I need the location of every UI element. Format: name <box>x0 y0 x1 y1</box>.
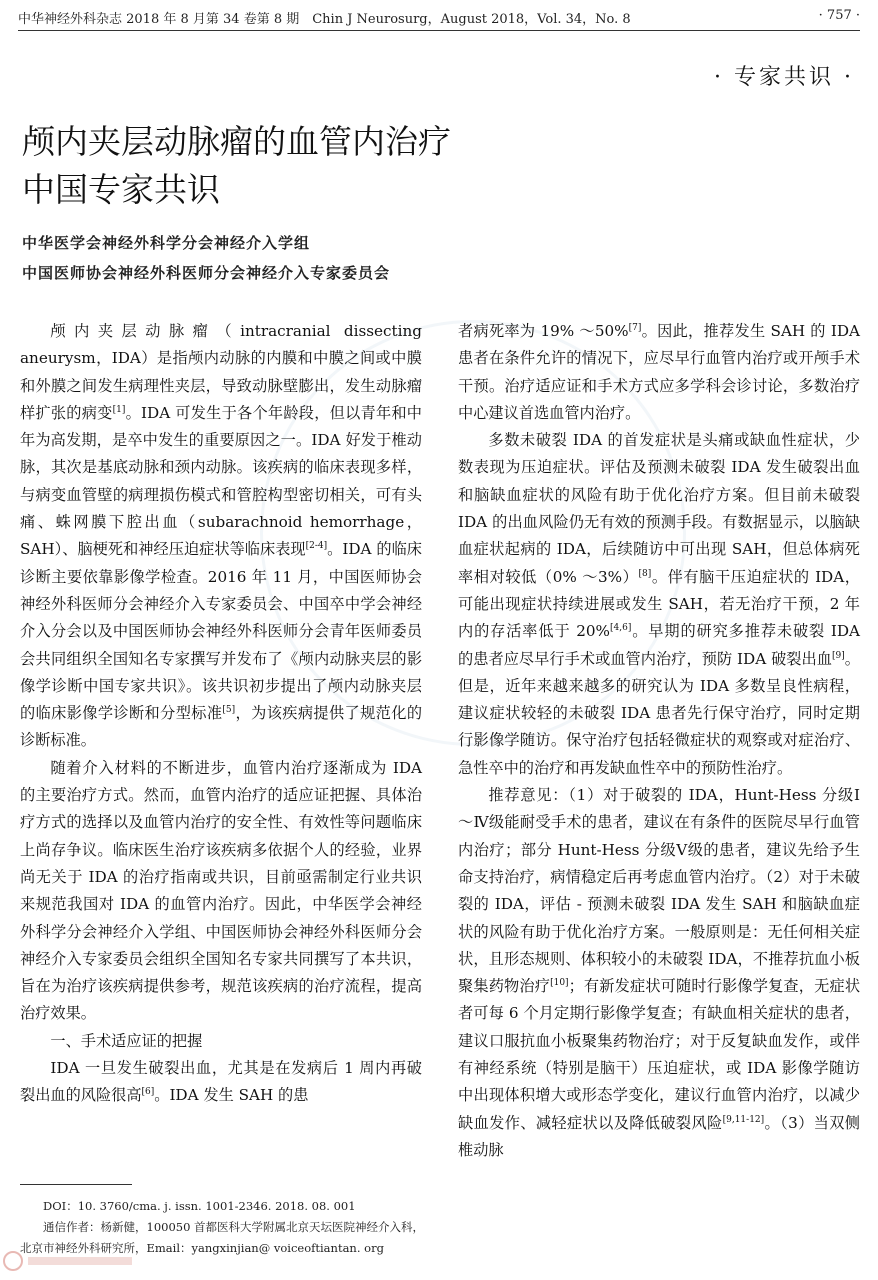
article-title <box>22 118 582 214</box>
citation-ref: [1] <box>112 404 126 415</box>
paragraph-continued: 者病死率为 19% ～50%[7]。因此，推荐发生 SAH 的 IDA 患者在条件允许的情况下，应尽早行血管内治疗或开颅手术干预。治疗适应证和手术方式应多学科会诊讨论，多数治疗中心建议首选血管内治疗。 <box>458 322 860 422</box>
citation-ref: [10] <box>550 978 569 989</box>
paragraph-background: 随着介入材料的不断进步，血管内治疗逐渐成为 IDA 的主要治疗方式。然而，血管内治疗的适应证把握、具体治疗方式的选择以及血管内治疗的安全性、有效性等问题临床上尚存争议。临床医生治疗该疾病多依据个人的经验，业界尚无关于 IDA 的治疗指南或共识，目前亟需制定行业共识来规范我国对 IDA 的血管内治疗。因此，中华医学会神经外科学分会神经介入学组、中国医师协会神经外科医师分会神经介入专家委员会组织全国知名专家共同撰写了本共识，旨在为治疗该疾病提供参考，规范该疾病的治疗流程，提高治疗效果。 <box>20 758 422 1023</box>
paragraph-intro: 颅内夹层动脉瘤（intracranial dissecting aneurysm，IDA）是指颅内动脉的内膜和中膜之间或中膜和外膜之间发生病理性夹层，导致动脉壁膨出，发生动脉瘤样扩张的病变[1]。IDA 可发生于各个年龄段，但以青年和中年为高发期，是卒中发生的重要原因之一。IDA 好发于椎动脉，其次是基底动脉和颈内动脉。该疾病的临床表现多样，与病变血管壁的病理损伤模式和管腔构型密切相关，可有头痛、蛛网膜下腔出血（subarachnoid hemorrhage，SAH）、脑梗死和神经压迫症状等临床表现[2-4]。IDA 的临床诊断主要依靠影像学检查。2016 年 11 月，中国医师协会神经外科医师分会神经介入专家委员会、中国卒中学会神经介入分会以及中国医师协会神经外科医师分会青年医师委员会共同组织全国知名专家撰写并发布了《颅内动脉夹层的影像学诊断中国专家共识》。该共识初步提出了颅内动脉夹层的临床影像学诊断和分型标准[5]，为该疾病提供了规范化的诊断标准。 <box>20 322 423 750</box>
doi-line: DOI：10. 3760/cma. j. issn. 1001-2346. 2018. 08. 001 <box>43 1199 356 1213</box>
section-label: · 专家共识 · <box>714 65 854 90</box>
author-groups <box>22 228 642 288</box>
citation-ref: [4,6] <box>610 623 632 634</box>
right-column <box>458 318 860 1164</box>
page-number: · 757 · <box>818 8 860 23</box>
journal-citation: 中华神经外科杂志 2018 年 8 月第 34 卷第 8 期 Chin J Neurosurg，August 2018，Vol. 34，No. 8 <box>18 12 631 27</box>
citation-ref: [6] <box>141 1087 155 1098</box>
title-line-2: 中国专家共识 <box>22 170 220 209</box>
citation-ref: [7] <box>628 322 642 333</box>
author-group-1: 中华医学会神经外科学分会神经介入学组 <box>22 234 311 252</box>
section-heading: 一、手术适应证的把握 <box>50 1031 203 1050</box>
citation-ref: [9,11-12] <box>722 1114 765 1125</box>
footnote-rule <box>20 1184 132 1185</box>
citation-ref: [9] <box>832 650 845 661</box>
running-header <box>18 8 860 30</box>
correspondence-line: 通信作者：杨新健，100050 首都医科大学附属北京天坛医院神经介入科，北京市神经外科研究所，Email：yangxinjian@ voiceoftiantan. org <box>20 1220 425 1255</box>
title-line-1: 颅内夹层动脉瘤的血管内治疗 <box>22 122 451 161</box>
paragraph-unruptured: 多数未破裂 IDA 的首发症状是头痛或缺血性症状，少数表现为压迫症状。评估及预测未破裂 IDA 发生破裂出血和脑缺血症状的风险有助于优化治疗方案。但目前未破裂 IDA 的出血风险仍无有效的预测手段。有数据显示，以脑缺血症状起病的 IDA，后续随访中可出现 SAH，但总体病死率相对较低（0% ～3%）[8]。伴有脑干压迫症状的 IDA，可能出现症状持续进展或发生 SAH，若无治疗干预，2 年内的存活率低于 20%[4,6]。早期的研究多推荐未破裂 IDA 的患者应尽早行手术或血管内治疗，预防 IDA 破裂出血[9]。但是，近年来越来越多的研究认为 IDA 多数呈良性病程，建议症状较轻的未破裂 IDA 患者先行保守治疗，同时定期行影像学随访。保守治疗包括轻微症状的观察或对症治疗、急性卒中的治疗和再发缺血性卒中的预防性治疗。 <box>458 431 860 777</box>
header-rule <box>18 30 860 31</box>
publisher-logo-watermark <box>2 1248 142 1274</box>
citation-ref: [2-4] <box>305 541 328 552</box>
author-group-2: 中国医师协会神经外科医师分会神经介入专家委员会 <box>22 264 391 282</box>
paragraph-indications: IDA 一旦发生破裂出血，尤其是在发病后 1 周内再破裂出血的风险很高[6]。IDA 发生 SAH 的患 <box>20 1059 422 1105</box>
citation-ref: [8] <box>638 568 652 579</box>
citation-ref: [5] <box>222 705 236 716</box>
left-column <box>20 318 422 1110</box>
paragraph-recommendations: 推荐意见：（1）对于破裂的 IDA，Hunt-Hess 分级Ⅰ～Ⅳ级能耐受手术的患者，建议在有条件的医院尽早行血管内治疗；部分 Hunt-Hess 分级Ⅴ级的患者，建议先给予生命支持治疗，病情稳定后再考虑血管内治疗。（2）对于未破裂的 IDA，评估 - 预测未破裂 IDA 发生 SAH 和脑缺血症状的风险有助于优化治疗方案。一般原则是：无任何相关症状，且形态规则、体积较小的未破裂 IDA，不推荐抗血小板聚集药物治疗[10]；有新发症状可随时行影像学复查，无症状者可每 6 个月定期行影像学复查；有缺血相关症状的患者，建议口服抗血小板聚集药物治疗；对于反复缺血发作，或伴有神经系统（特别是脑干）压迫症状，或 IDA 影像学随访中出现体积增大或形态学变化，建议行血管内治疗，以减少缺血发作、减轻症状以及降低破裂风险[9,11-12]。（3）当双侧椎动脉 <box>458 786 861 1159</box>
